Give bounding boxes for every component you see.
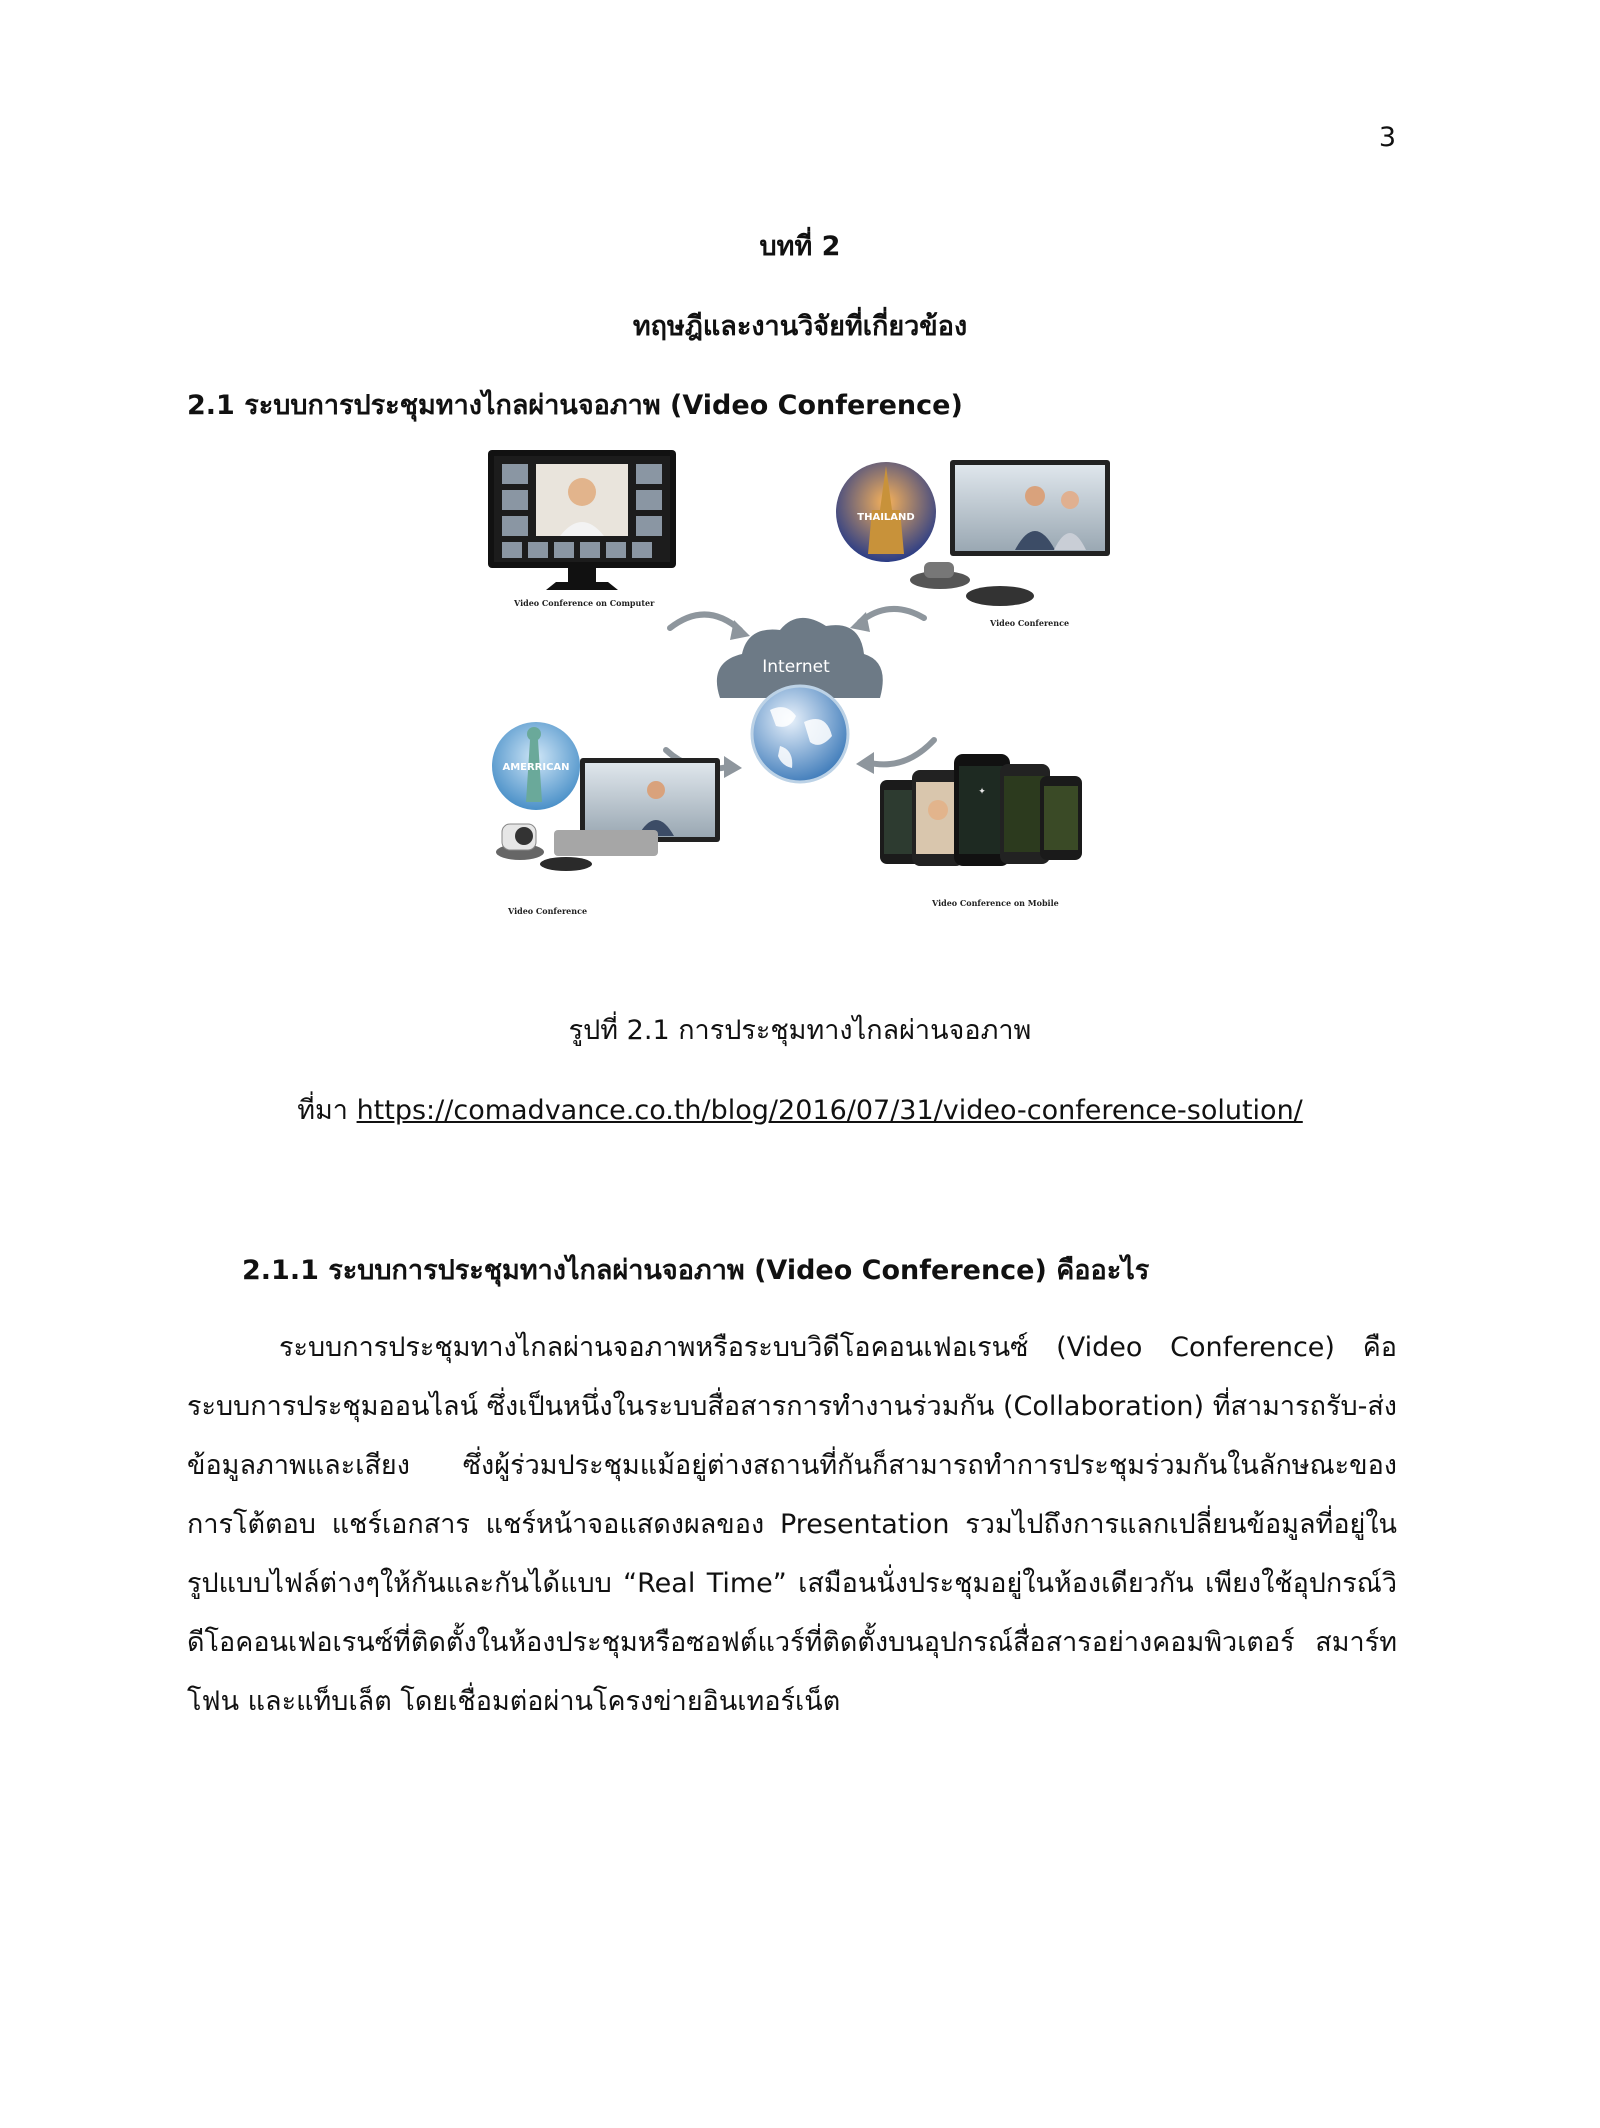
internet-cloud-icon <box>717 618 883 782</box>
computer-monitor-icon <box>488 450 676 608</box>
american-conference-icon <box>492 722 720 916</box>
badge-thailand: THAILAND <box>857 512 915 523</box>
source-link[interactable]: https://comadvance.co.th/blog/2016/07/31/video-conference-solution/ <box>356 1095 1303 1126</box>
label-computer: Video Conference on Computer <box>514 598 655 608</box>
chapter-number: บทที่ 2 <box>759 231 841 262</box>
thailand-conference-icon <box>836 460 1110 628</box>
label-mobile: Video Conference on Mobile <box>932 898 1059 908</box>
video-conference-figure <box>480 450 1120 930</box>
subsection-heading: 2.1.1 ระบบการประชุมทางไกลผ่านจอภาพ (Video Conference) คืออะไร <box>242 1255 1150 1286</box>
chapter-title: ทฤษฎีและงานวิจัยที่เกี่ยวข้อง <box>632 311 968 342</box>
section-heading: 2.1 ระบบการประชุมทางไกลผ่านจอภาพ (Video Conference) <box>187 390 963 421</box>
label-conference-top: Video Conference <box>990 618 1070 628</box>
mobile-phones-icon <box>880 754 1082 908</box>
svg-text:✦: ✦ <box>978 787 986 797</box>
body-paragraph: ระบบการประชุมทางไกลผ่านจอภาพหรือระบบวิดีโอคอนเฟอเรนซ์ (Video Conference) คือ ระบบการประชุมออนไลน์ ซึ่งเป็นหนึ่งในระบบสื่อสารการทำงานร่วมกัน (Collaboration) ที่สามารถรับ-ส่งข้อมูลภาพและเสียง ซึ่งผู้ร่วมประชุมแม้อยู่ต่างสถานที่กันก็สามารถทำการประชุมร่วมกันในลักษณะของการโต้ตอบ แชร์เอกสาร แชร์หน้าจอแสดงผลของ Presentation รวมไปถึงการแลกเปลี่ยนข้อมูลที่อยู่ในรูปแบบไฟล์ต่างๆให้กันและกันได้แบบ “Real Time” เสมือนนั่งประชุมอยู่ในห้องเดียวกัน เพียงใช้อุปกรณ์วิดีโอคอนเฟอเรนซ์ที่ติดตั้งในห้องประชุมหรือซอฟต์แวร์ที่ติดตั้งบนอุปกรณ์สื่อสารอย่างคอมพิวเตอร์ สมาร์ทโฟน และแท็บเล็ต โดยเชื่อมต่อผ่านโครงข่ายอินเทอร์เน็ต <box>187 1332 1397 1717</box>
figure-source <box>0 1088 1600 1131</box>
label-conference-bottom: Video Conference <box>508 906 588 916</box>
figure-caption: รูปที่ 2.1 การประชุมทางไกลผ่านจอภาพ <box>568 1015 1032 1046</box>
cloud-label: Internet <box>762 657 830 677</box>
source-prefix: ที่มา <box>297 1095 348 1126</box>
page-number: 3 <box>1378 122 1396 153</box>
badge-american: AMERRICAN <box>502 762 570 773</box>
